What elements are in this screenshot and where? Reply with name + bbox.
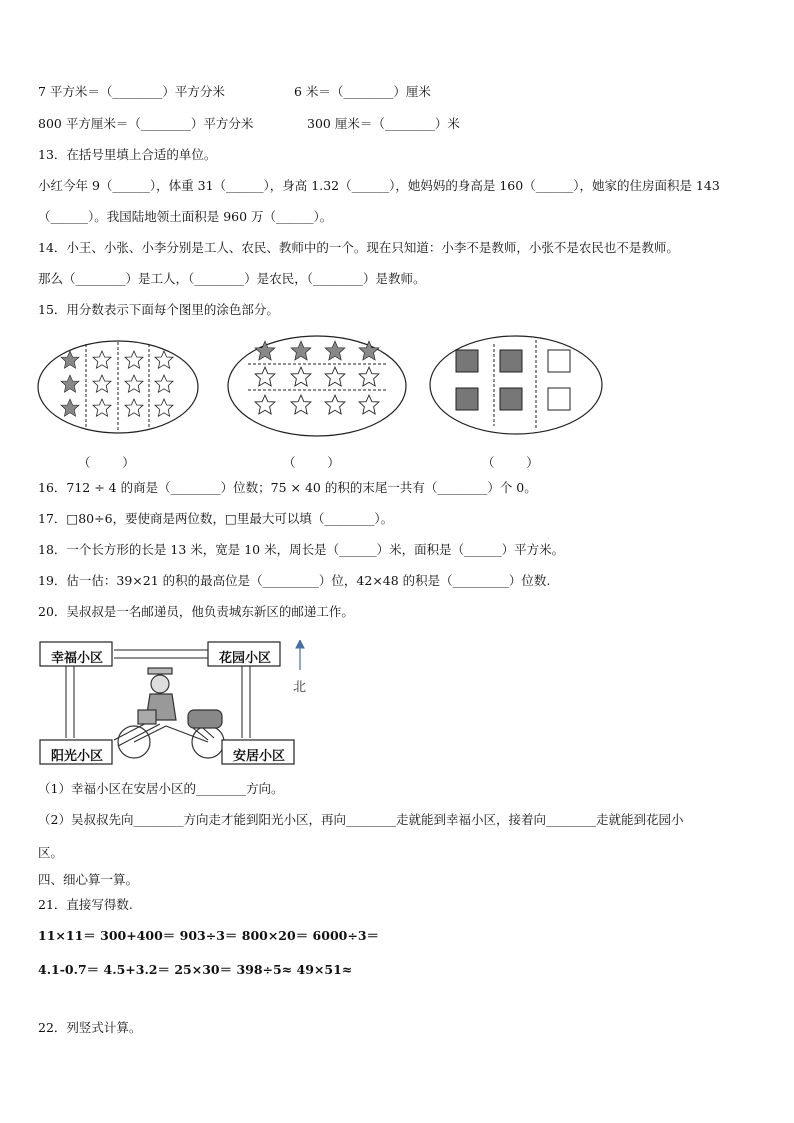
q12-line2a: 800 平方厘米＝（________）平方分米 bbox=[38, 116, 254, 131]
q20-title: 20．吴叔叔是一名邮递员，他负责城东新区的邮递工作。 bbox=[38, 604, 354, 619]
q13-line2: （______）。我国陆地领土面积是 960 万（______）。 bbox=[38, 209, 333, 224]
q15-answer-1: （ ） bbox=[78, 455, 135, 470]
q19: 19．估一估：39×21 的积的最高位是（_________）位，42×48 的积是（_________）位数. bbox=[38, 573, 551, 588]
q16: 16．712 ÷ 4 的商是（________）位数；75 × 40 的积的末尾一共有（________）个 0。 bbox=[38, 480, 537, 495]
label-anju: 安居小区 bbox=[232, 749, 285, 764]
q14-line2: 那么（________）是工人，（________）是农民，（________）是教师。 bbox=[38, 271, 426, 286]
q13-title: 13．在括号里填上合适的单位。 bbox=[38, 147, 217, 162]
q12-line1b: 6 米＝（________）厘米 bbox=[294, 84, 431, 99]
q18: 18．一个长方形的长是 13 米，宽是 10 米，周长是（______）米，面积是（______）平方米。 bbox=[38, 542, 565, 557]
postman-illustration bbox=[118, 668, 224, 758]
q12-line2b: 300 厘米＝（________）米 bbox=[307, 116, 460, 131]
q12-line1a: 7 平方米＝（________）平方分米 bbox=[38, 84, 225, 99]
q17: 17．□80÷6，要使商是两位数，□里最大可以填（________）。 bbox=[38, 511, 394, 526]
north-label: 北 bbox=[293, 680, 307, 695]
q15-figure-1 bbox=[36, 338, 200, 436]
label-xingfu: 幸福小区 bbox=[50, 651, 103, 666]
q14-line1: 14．小王、小张、小李分别是工人、农民、教师中的一个。现在只知道：小李不是教师，小张不是农民也不是教师。 bbox=[38, 240, 679, 255]
section-4-title: 四、细心算一算。 bbox=[38, 872, 139, 887]
q20-part1: （1）幸福小区在安居小区的________方向。 bbox=[38, 781, 284, 796]
q15-answer-2: （ ） bbox=[283, 455, 340, 470]
q15-title: 15．用分数表示下面每个图里的涂色部分。 bbox=[38, 302, 279, 317]
q22-title: 22．列竖式计算。 bbox=[38, 1020, 142, 1035]
q21-line1: 11×11＝ 300+400＝ 903÷3＝ 800×20＝ 6000÷3＝ bbox=[38, 928, 380, 943]
q15-answer-3: （ ） bbox=[482, 455, 539, 470]
q13-line1: 小红今年 9（______），体重 31（______），身高 1.32（______），她妈妈的身高是 160（______），她家的住房面积是 143 bbox=[38, 178, 720, 193]
label-yangguang: 阳光小区 bbox=[50, 749, 103, 764]
q21-title: 21．直接写得数. bbox=[38, 897, 133, 912]
q15-figure-3 bbox=[428, 334, 604, 436]
q15-figure-2 bbox=[226, 334, 408, 438]
q20-part2-line1: （2）吴叔叔先向________方向走才能到阳光小区，再向________走就能到幸福小区，接着向________走就能到花园小 bbox=[38, 812, 684, 827]
label-huayuan: 花园小区 bbox=[218, 651, 271, 666]
q20-part2-line2: 区。 bbox=[38, 845, 64, 860]
q21-line2: 4.1-0.7＝ 4.5+3.2＝ 25×30＝ 398÷5≈ 49×51≈ bbox=[38, 962, 353, 977]
community-map bbox=[38, 640, 338, 768]
